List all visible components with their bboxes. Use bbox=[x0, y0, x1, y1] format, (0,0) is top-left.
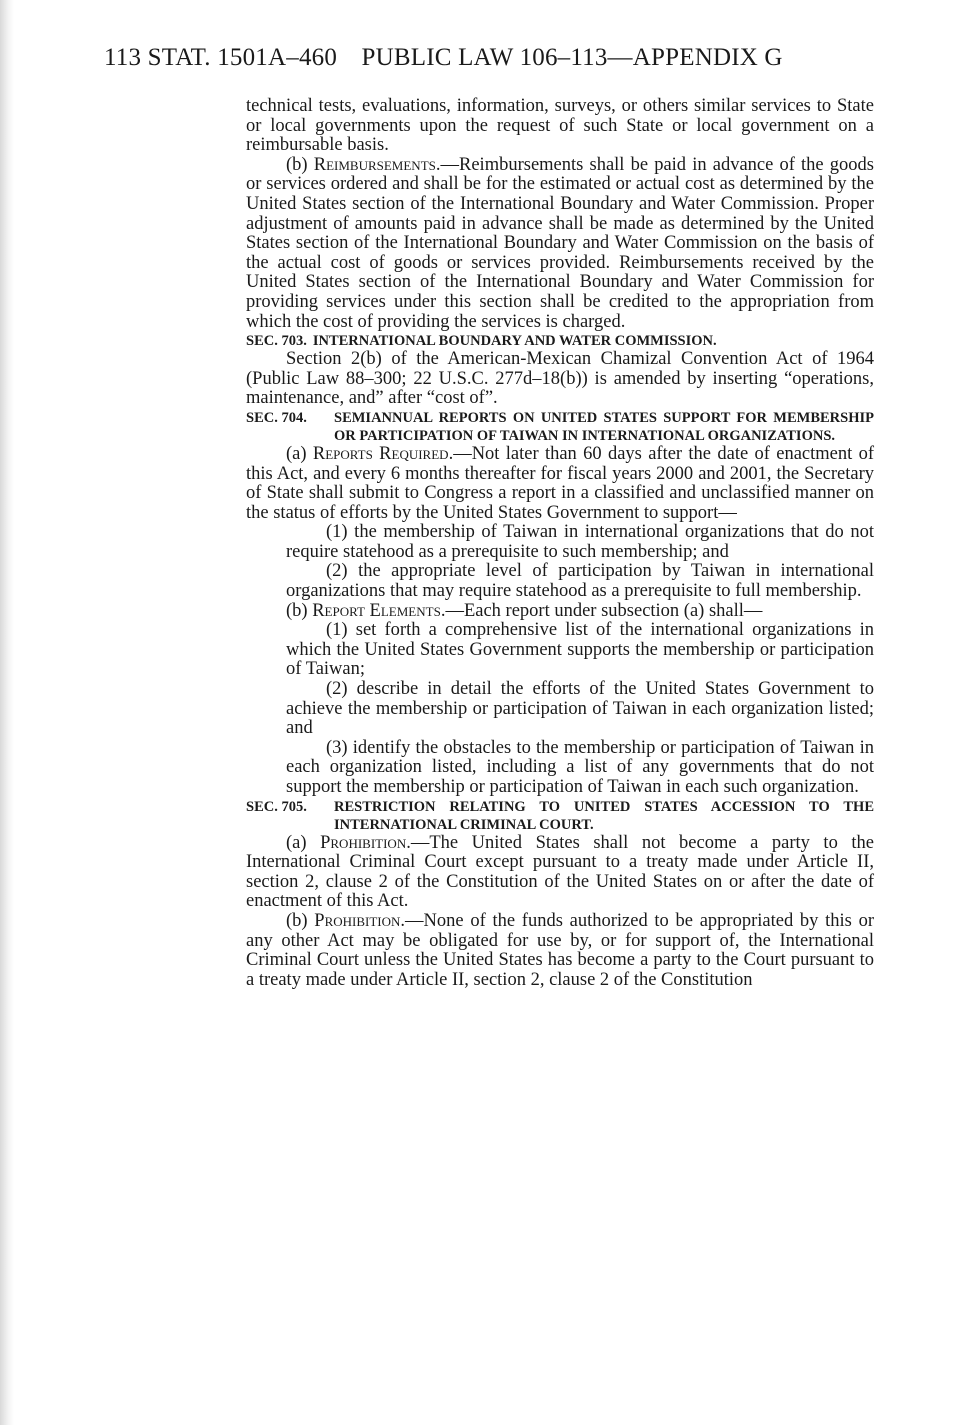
sec704-subsection-a bbox=[246, 445, 874, 523]
sec704-b-paragraph-2: (2) describe in detail the efforts of the United States Government to achieve the membership or participation of Taiwan in each organization listed; and bbox=[286, 679, 874, 739]
sec702-b-heading: Reimbursements bbox=[313, 154, 436, 175]
sec703-title: INTERNATIONAL BOUNDARY AND WATER COMMISSION. bbox=[312, 333, 717, 350]
sec704-a-label: (a) bbox=[286, 443, 313, 464]
sec705-subsection-a bbox=[246, 834, 874, 912]
sec704-b-label: (b) bbox=[286, 600, 313, 621]
continuation-paragraph: technical tests, evaluations, information, surveys, or others similar services to State or local governments upon the request of such State or local government on a reimbursable basis. bbox=[246, 96, 874, 156]
scan-edge bbox=[0, 0, 14, 1425]
running-head bbox=[104, 44, 904, 72]
sec705-b-heading: Prohibition bbox=[314, 910, 401, 931]
sec705-b-label: (b) bbox=[286, 910, 315, 931]
sec705-a-label: (a) bbox=[286, 832, 321, 853]
law-title: PUBLIC LAW 106–113—APPENDIX G bbox=[361, 44, 783, 71]
sec705-title: RESTRICTION RELATING TO UNITED STATES ACCESSION TO THE INTERNATIONAL CRIMINAL COURT. bbox=[334, 798, 874, 833]
sec705-subsection-b bbox=[246, 912, 874, 990]
sec704-title: SEMIANNUAL REPORTS ON UNITED STATES SUPPORT FOR MEMBERSHIP OR PARTICIPATION OF TAIWAN IN INTERNATIONAL ORGANIZATIONS. bbox=[334, 409, 874, 444]
sec703-paragraph: Section 2(b) of the American-Mexican Chamizal Convention Act of 1964 (Public Law 88–300; 22 U.S.C. 277d–18(b)) is amended by inserting “operations, maintenance, and” after “cost of”. bbox=[246, 349, 874, 409]
sec705-a-text: .—The United States shall not become a party to the International Criminal Court except pursuant to a treaty made under Article II, section 2, clause 2 of the Constitution of the United States on or after the date of enactment of this Act. bbox=[246, 832, 874, 912]
sec704-a-heading: Reports Required bbox=[312, 443, 449, 464]
sec705-number: SEC. 705. bbox=[246, 798, 307, 815]
sec703-heading bbox=[246, 332, 874, 350]
sec704-b-paragraph-1: (1) set forth a comprehensive list of the international organizations in which the United States Government supports the membership or participation of Taiwan; bbox=[286, 620, 874, 680]
sec704-b-text: .—Each report under subsection (a) shall— bbox=[440, 600, 763, 621]
sec704-a-paragraph-1: (1) the membership of Taiwan in international organizations that do not require statehood as a prerequisite to such membership; and bbox=[286, 522, 874, 562]
sec703-number: SEC. 703. bbox=[246, 333, 307, 350]
sec704-b-paragraph-3: (3) identify the obstacles to the membership or participation of Taiwan in each organization listed, including a list of any governments that do not support the membership or participation of Taiwan in each such organization. bbox=[286, 737, 874, 797]
sec705-a-heading: Prohibition bbox=[320, 832, 407, 853]
sec704-heading bbox=[246, 409, 874, 445]
stat-citation: 113 STAT. 1501A–460 bbox=[104, 44, 338, 71]
sec704-subsection-b bbox=[246, 602, 874, 622]
sec702-subsection-b bbox=[246, 156, 874, 332]
sec702-b-text: .—Reimbursements shall be paid in advance of the goods or services ordered and shall be for the estimated or actual cost as determined by the United States section of the International Boundary and Water Commission. Proper adjustment of amounts paid in advance shall be made as determined by the United States section of the International Boundary and Water Commission on the basis of the actual cost of goods or services provided. Reimbursements received by the United States section of the International Boundary and Water Commission for providing services under this section shall be credited to the appropriation from which the cost of providing the services is charged. bbox=[246, 154, 874, 332]
sec705-b-text: .—None of the funds authorized to be appropriated by this or any other Act may be obligated for use by, or for support of, the International Criminal Court unless the United States has become a party to the Court pursuant to a treaty made under Article II, section 2, clause 2 of the Constitution bbox=[246, 910, 874, 990]
sec704-number: SEC. 704. bbox=[246, 409, 307, 426]
page-body bbox=[246, 97, 874, 990]
sec704-b-heading: Report Elements bbox=[312, 600, 441, 621]
sec704-a-text: .—Not later than 60 days after the date of enactment of this Act, and every 6 months thereafter for fiscal years 2000 and 2001, the Secretary of State shall submit to Congress a report in a classified and unclassified manner on the status of efforts by the United States Government to support— bbox=[246, 443, 874, 523]
sec702-b-label: (b) bbox=[286, 154, 314, 175]
sec705-heading bbox=[246, 798, 874, 834]
sec704-a-paragraph-2: (2) the appropriate level of participation by Taiwan in international organizations that may require statehood as a prerequisite to full membership. bbox=[286, 561, 874, 602]
